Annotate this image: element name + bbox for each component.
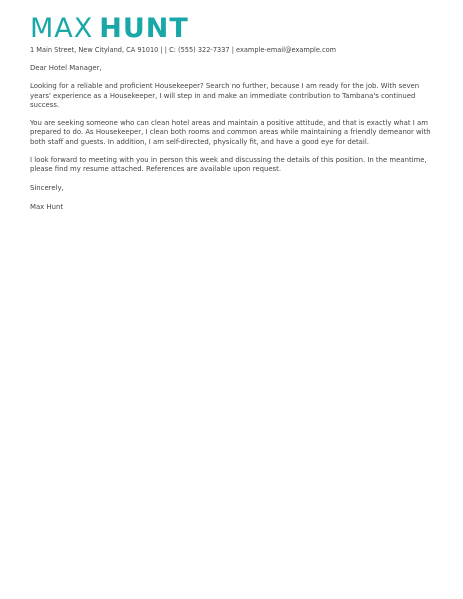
applicant-name <box>30 14 189 44</box>
first-name: MAX <box>30 13 94 44</box>
closing: Sincerely, <box>30 183 64 192</box>
salutation: Dear Hotel Manager, <box>30 64 102 72</box>
signature: Max Hunt <box>30 202 64 211</box>
paragraph-2: You are seeking someone who can clean hotel areas and maintain a positive attitude, and that is exactly what I am prepared to do. As Housekeeper, I clean both rooms and common areas while maintaining a friendly demeanor with both staff and guests. In addition, I am self-directed, physically fit, and have a good eye for detail. <box>30 119 431 146</box>
last-name: HUNT <box>99 13 189 44</box>
paragraph-3: I look forward to meeting with you in person this week and discussing the details of this position. In the meantime, please find my resume attached. References are available upon request. <box>30 156 427 174</box>
letter-body <box>30 64 440 221</box>
contact-info: 1 Main Street, New Cityland, CA 91010 | | C: (555) 322-7337 | example-email@example.com <box>30 46 337 54</box>
paragraph-1: Looking for a reliable and proficient Housekeeper? Search no further, because I am ready for the job. With seven years' experience as a Housekeeper, I will step in and make an immediate contribution to Tambana's continued success. <box>30 82 420 109</box>
